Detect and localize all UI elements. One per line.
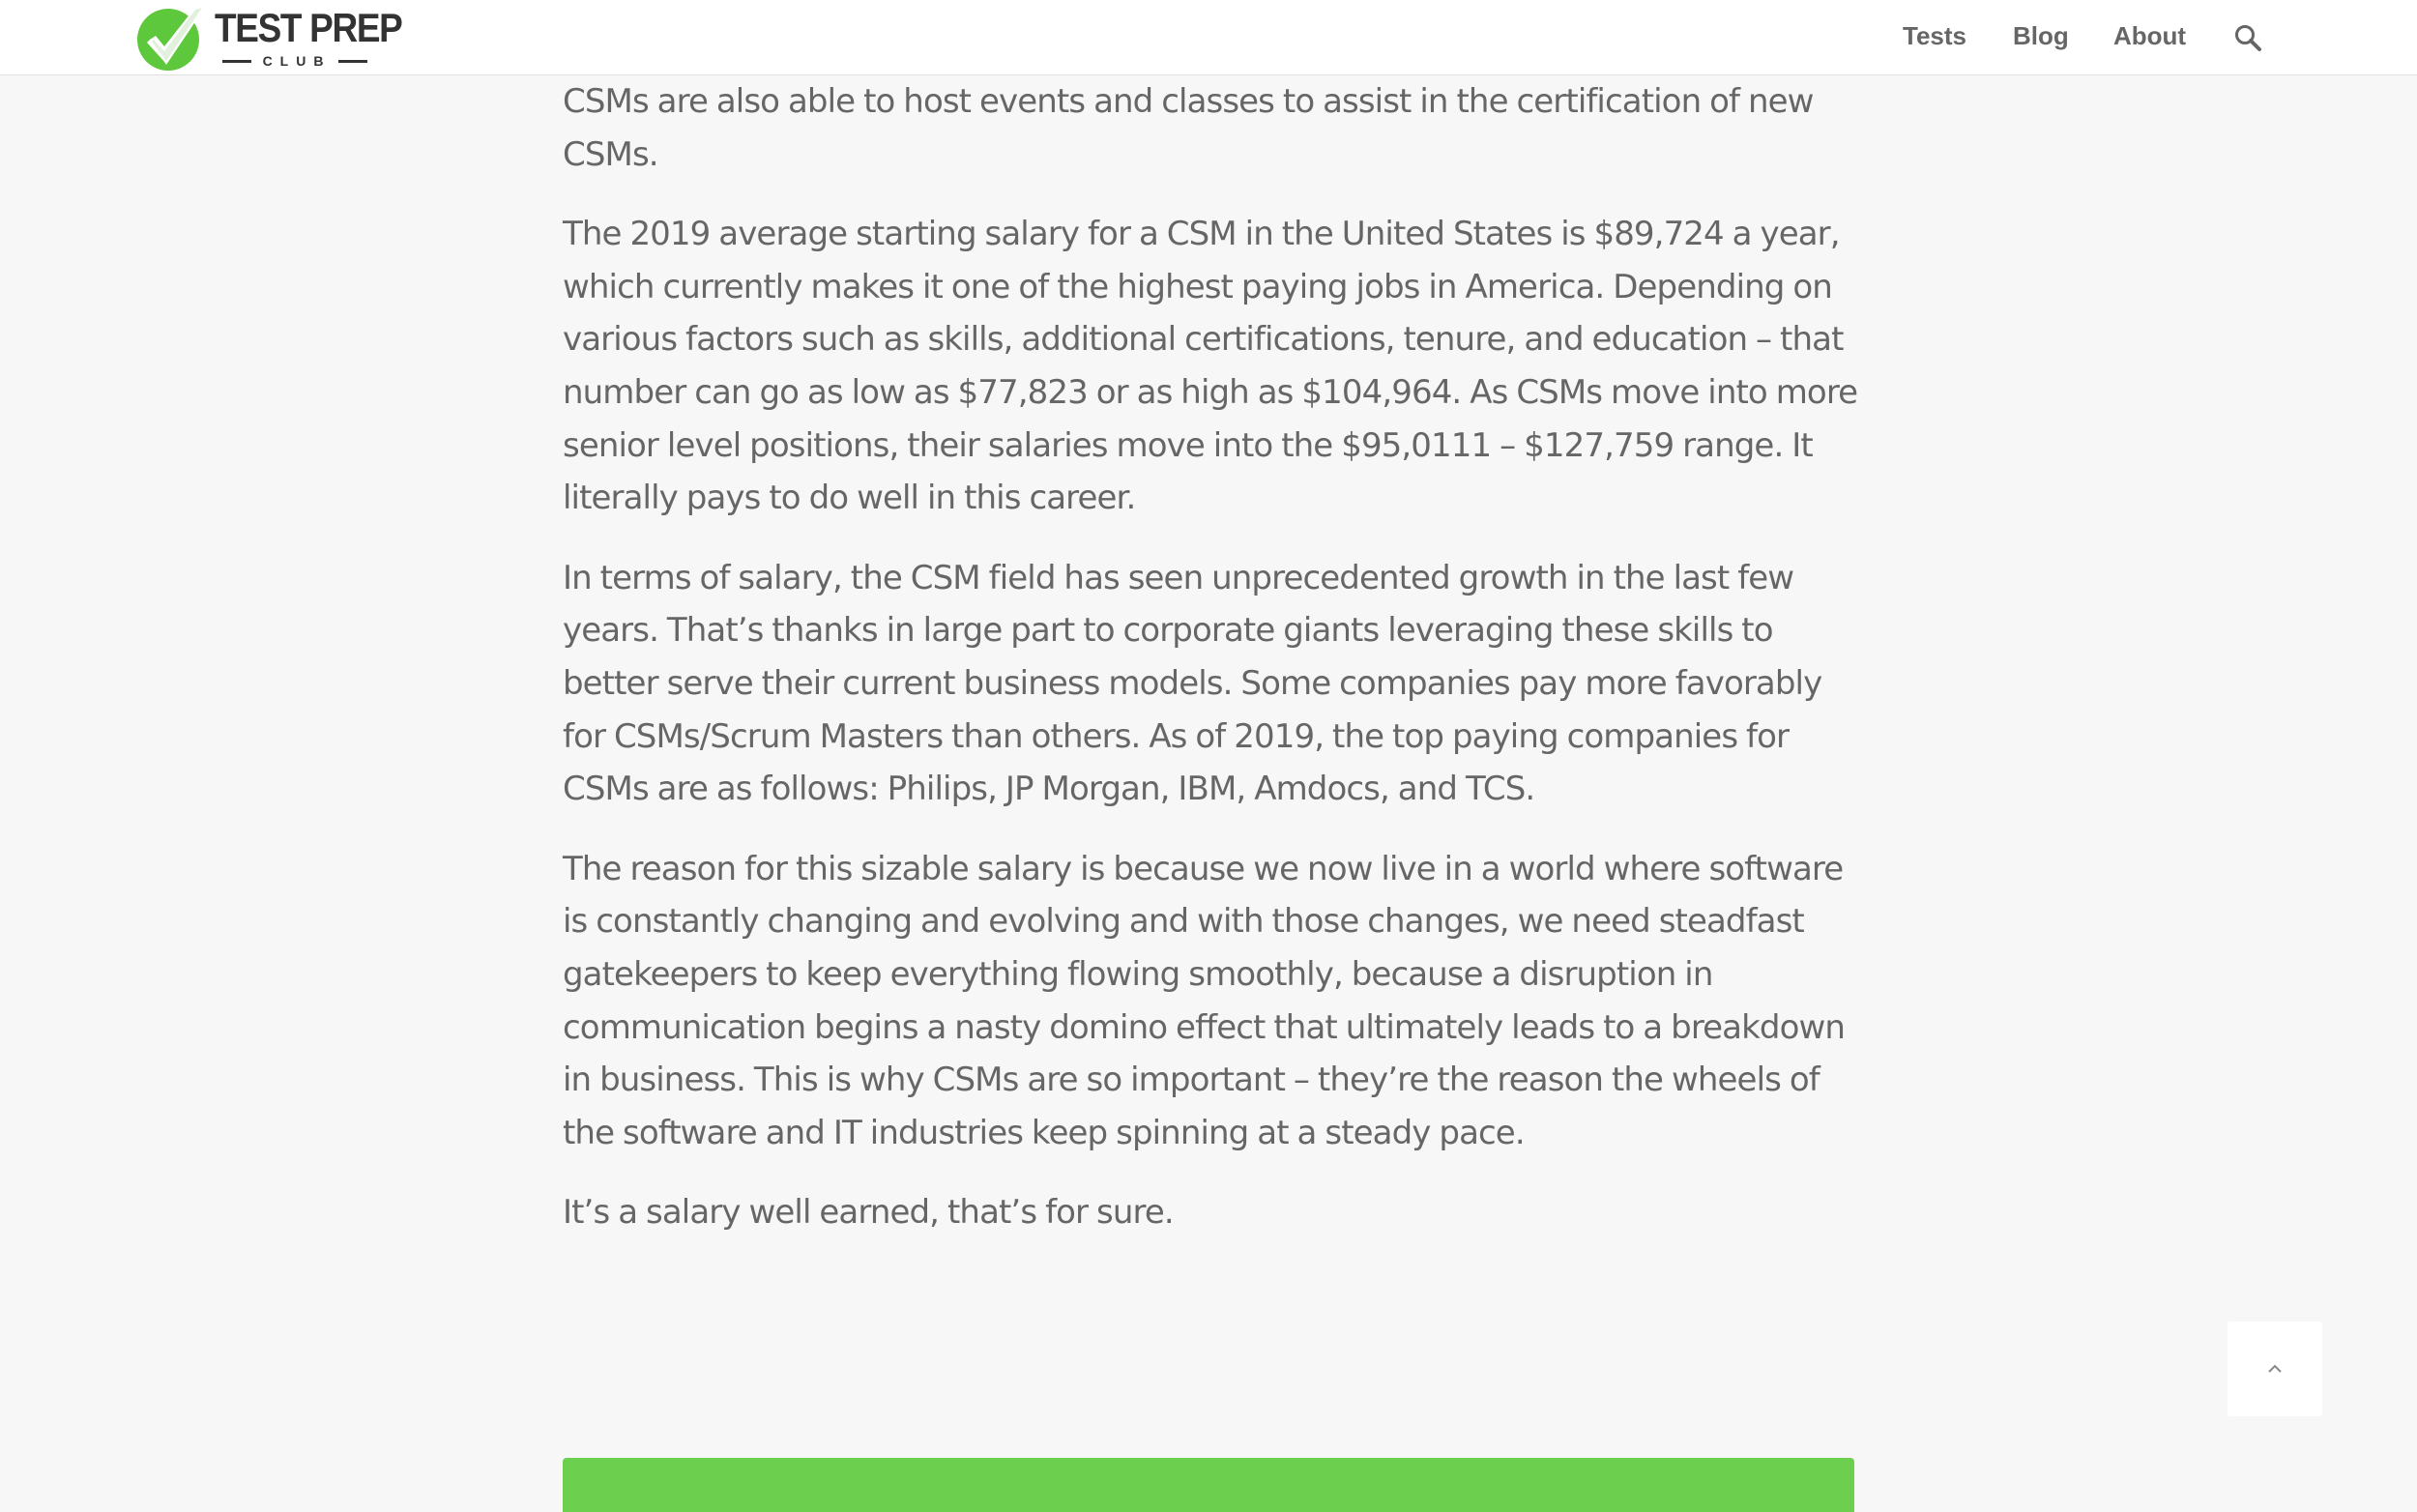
logo-divider-left [222,60,251,63]
site-logo[interactable] [133,4,402,72]
nav-item-about[interactable]: About [2113,21,2187,50]
nav-item-tests[interactable]: Tests [1903,21,1966,50]
article-paragraph: The 2019 average starting salary for a CSM in the United States is $89,724 a year, which currently makes it one of the highest paying jobs in America. Depending on various factors such as skills, additional certifications, tenure, and education – that number can go as low as $77,823 or as high as $104,964. As CSMs move into more senior level positions, their salaries move into the $95,0111 – $127,759 range. It literally pays to do well in this career. [563,215,1858,518]
logo-subtitle-text: CLUB [262,53,332,69]
chevron-up-icon [2266,1363,2284,1375]
logo-subtitle [222,54,367,68]
logo-title: TEST PREP [215,5,402,50]
nav-item-blog[interactable]: Blog [2013,21,2069,50]
logo-divider-right [338,60,367,63]
article-paragraph: The reason for this sizable salary is because we now live in a world where software is constantly changing and evolving and with those changes, we need steadfast gatekeepers to keep everything flowing smoothly, because a disruption in communication begins a nasty domino effect that ultimately leads to a breakdown in business. This is why CSMs are so important – they’re the reason the wheels of the software and IT industries keep spinning at a steady pace. [563,849,1846,1152]
article-content [563,75,1858,1266]
article-paragraph: CSMs are also able to host events and classes to assist in the certification of new CSMs. [563,82,1814,174]
search-icon[interactable] [2233,23,2262,52]
green-banner [563,1458,1854,1512]
article-paragraph: It’s a salary well earned, that’s for sure. [563,1193,1174,1233]
article-paragraph: In terms of salary, the CSM field has seen unprecedented growth in the last few years. That’s thanks in large part to corporate giants leveraging these skills to better serve their current business models. Some companies pay more favorably for CSMs/Scrum Masters than others. As of 2019, the top paying companies for CSMs are as follows: Philips, JP Morgan, IBM, Amdocs, and TCS. [563,558,1822,809]
site-header [0,0,2417,75]
scroll-to-top-button[interactable] [2228,1322,2322,1416]
checkmark-logo-icon [133,4,209,72]
